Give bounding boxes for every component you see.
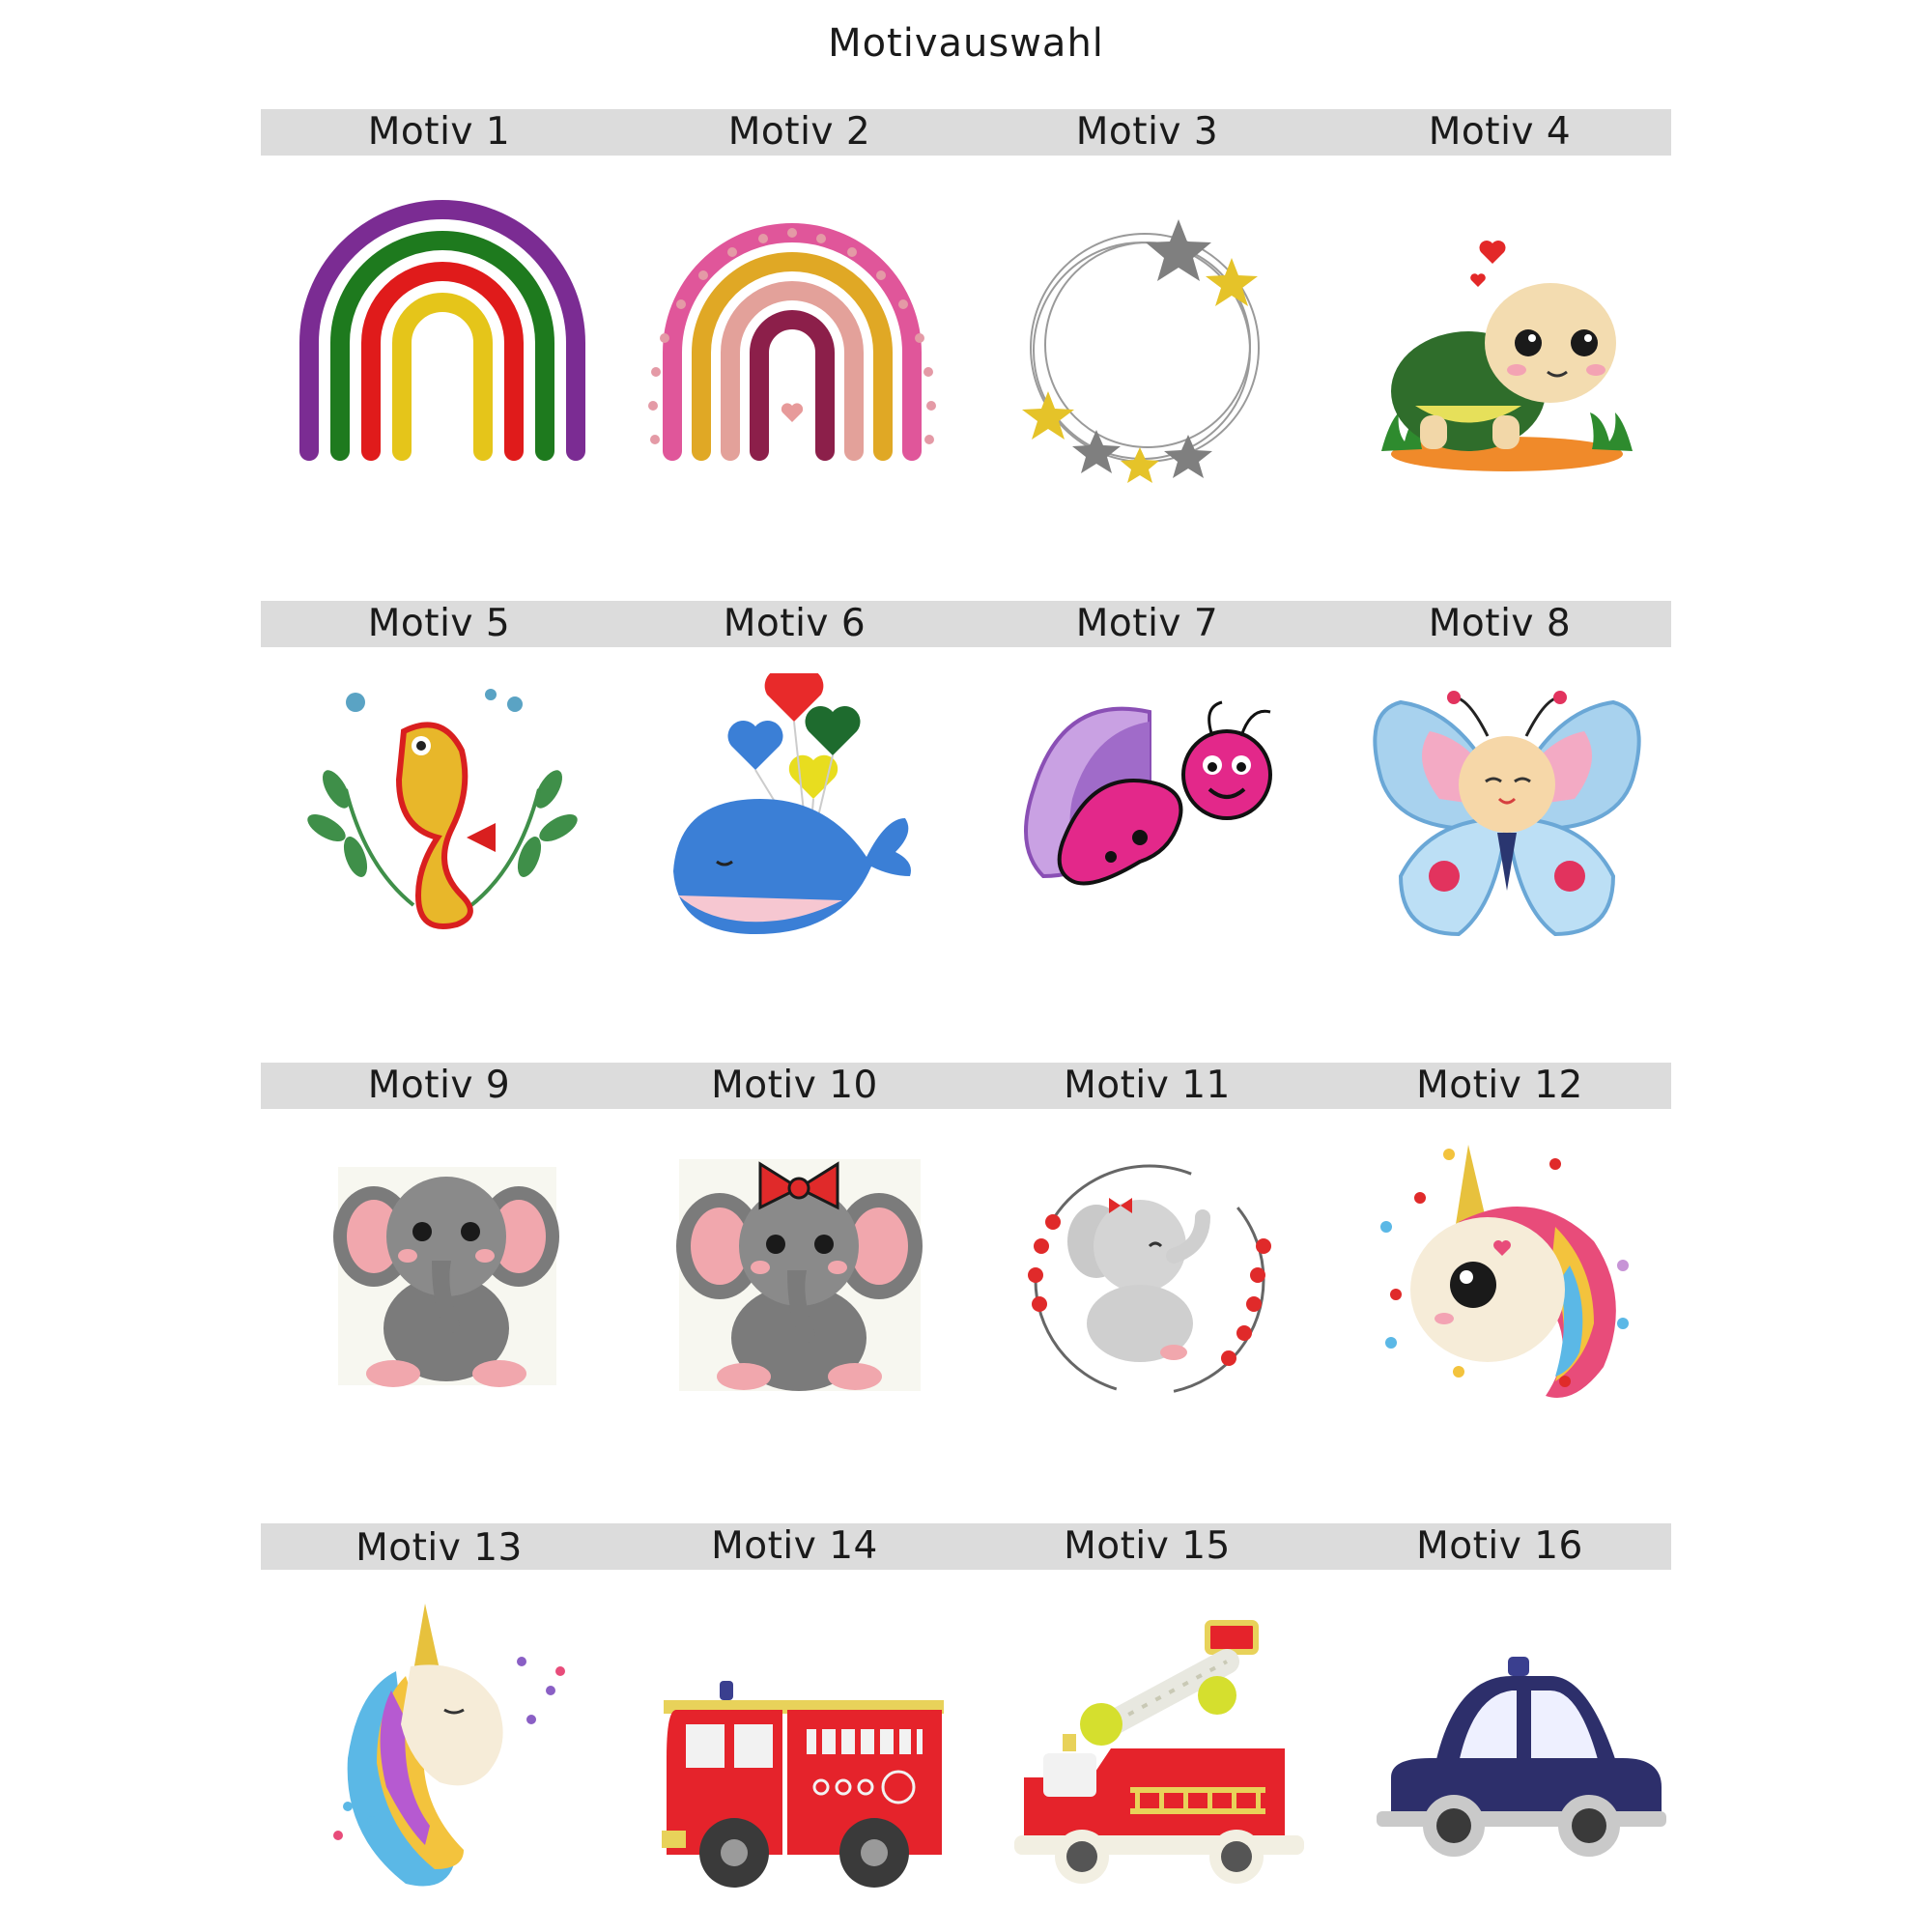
motif-label: Motiv 11: [1064, 1064, 1231, 1107]
motif-label: Motiv 6: [723, 602, 867, 645]
boho-rainbow-hearts-icon: [647, 198, 937, 488]
ladder-truck-icon: [1014, 1604, 1304, 1893]
motif-label: Motiv 2: [727, 110, 871, 154]
star-wreath-icon: [995, 198, 1285, 488]
motif-label: Motiv 5: [367, 602, 511, 645]
motif-label: Motiv 7: [1075, 602, 1219, 645]
elephant-heart-wreath-icon: [1005, 1130, 1294, 1420]
police-car-icon: [1377, 1604, 1666, 1893]
unicorn-stars-icon: [1362, 1130, 1652, 1420]
rainbow-icon: [298, 198, 587, 488]
motif-label: Motiv 3: [1075, 110, 1219, 154]
motif-label: Motiv 16: [1416, 1524, 1583, 1568]
whale-balloons-icon: [649, 673, 939, 963]
fire-truck-icon: [662, 1604, 952, 1893]
pastel-butterfly-icon: [1362, 673, 1652, 963]
turtle-icon: [1362, 198, 1652, 488]
pink-butterfly-icon: [1005, 673, 1294, 963]
page-title: Motivauswahl: [828, 21, 1104, 66]
motif-label: Motiv 12: [1416, 1064, 1583, 1107]
motif-label: Motiv 8: [1428, 602, 1572, 645]
motif-label: Motiv 14: [711, 1524, 878, 1568]
motif-label: Motiv 15: [1064, 1524, 1231, 1568]
motif-label: Motiv 10: [711, 1064, 878, 1107]
seahorse-icon: [298, 673, 587, 963]
motif-label: Motiv 1: [367, 110, 511, 154]
unicorn-portrait-icon: [299, 1604, 589, 1893]
motif-label: Motiv 9: [367, 1064, 511, 1107]
motif-label: Motiv 4: [1428, 110, 1572, 154]
elephant-bow-icon: [652, 1130, 942, 1420]
motif-label: Motiv 13: [355, 1526, 523, 1570]
elephant-icon: [301, 1130, 591, 1420]
